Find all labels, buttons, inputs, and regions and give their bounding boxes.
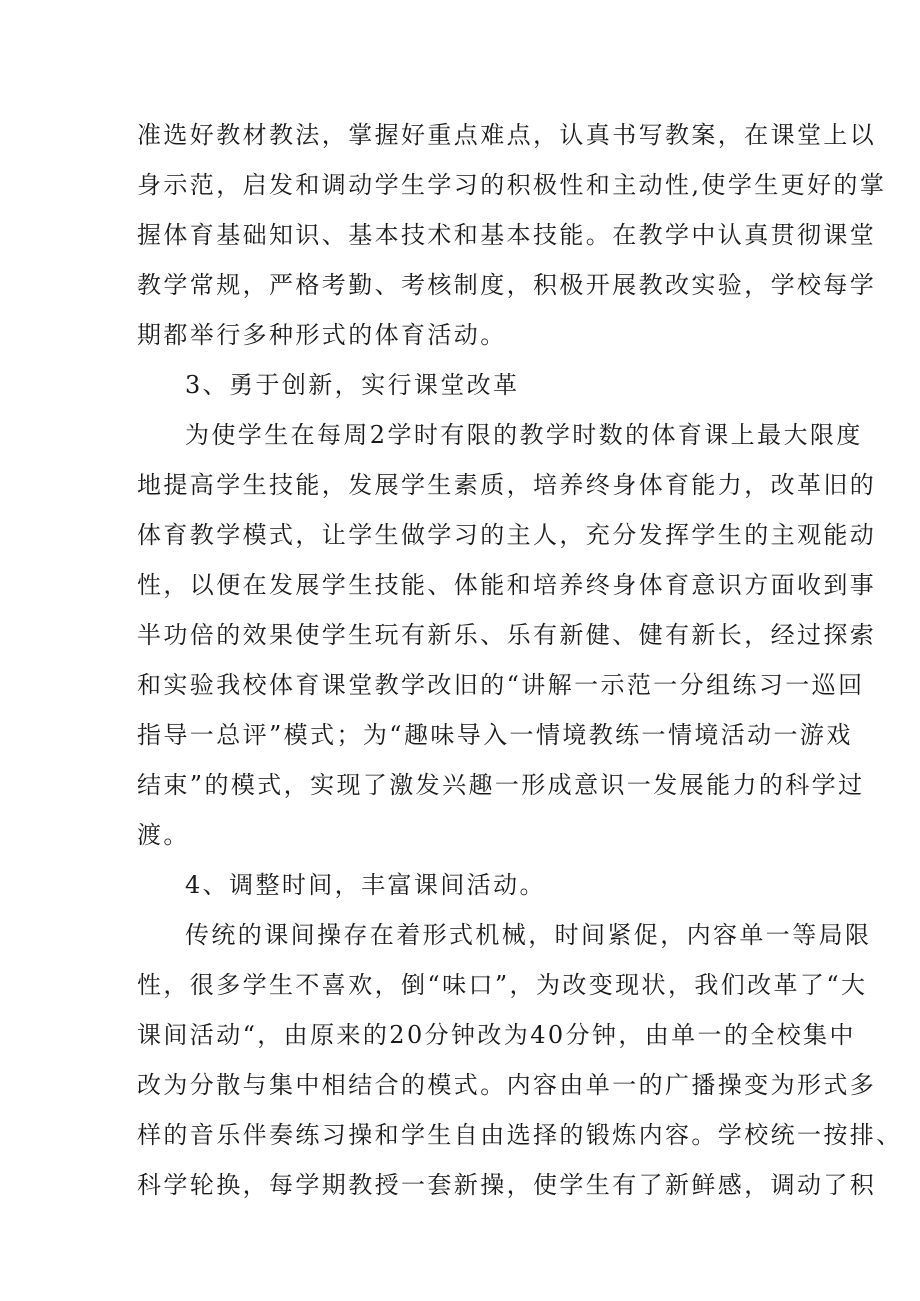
text-line: 期都举行多种形式的体育活动。 [137, 321, 507, 349]
section-heading [137, 360, 797, 410]
heading-text: 3、勇于创新，实行课堂改革 [185, 371, 520, 399]
text-line: 和实验我校体育课堂教学改旧的“讲解一示范一分组练习一巡回 [137, 671, 865, 699]
text-line: 握体育基础知识、基本技术和基本技能。在教学中认真贯彻课堂 [137, 221, 877, 249]
paragraph [137, 110, 887, 360]
text-line: 结束”的模式，实现了激发兴趣一形成意识一发展能力的科学过 [137, 771, 865, 799]
text-line: 半功倍的效果使学生玩有新乐、乐有新健、健有新长，经过探索 [137, 621, 877, 649]
document-body [137, 110, 903, 1210]
text-line: 样的音乐伴奏练习操和学生自由选择的锻炼内容。学校统一按排、 [137, 1121, 903, 1149]
text-line: 地提高学生技能，发展学生素质，培养终身体育能力，改革旧的 [137, 471, 877, 499]
text-line: 准选好教材教法，掌握好重点难点，认真书写教案，在课堂上以 [137, 121, 877, 149]
text-line: 渡。 [137, 821, 190, 849]
paragraph [137, 410, 877, 860]
text-line: 性，以便在发展学生技能、体能和培养终身体育意识方面收到事 [137, 571, 877, 599]
text-line: 为使学生在每周2学时有限的教学时数的体育课上最大限度 [185, 421, 863, 449]
section-heading [137, 860, 797, 910]
text-line: 性，很多学生不喜欢，倒“味口”，为改变现状，我们改革了“大 [137, 971, 868, 999]
text-line: 身示范，启发和调动学生学习的积极性和主动性,使学生更好的掌 [137, 171, 887, 199]
text-line: 体育教学模式，让学生做学习的主人，充分发挥学生的主观能动 [137, 521, 877, 549]
text-line: 指导一总评”模式；为“趣味导入一情境教练一情境活动一游戏 [137, 721, 853, 749]
text-line: 改为分散与集中相结合的模式。内容由单一的广播操变为形式多 [137, 1071, 877, 1099]
text-line: 传统的课间操存在着形式机械，时间紧促，内容单一等局限 [185, 921, 872, 949]
text-line: 课间活动“，由原来的20分钟改为40分钟，由单一的全校集中 [137, 1021, 856, 1049]
paragraph [137, 910, 903, 1210]
heading-text: 4、调整时间，丰富课间活动。 [185, 871, 546, 899]
text-line: 教学常规，严格考勤、考核制度，积极开展教改实验，学校每学 [137, 271, 877, 299]
text-line: 科学轮换，每学期教授一套新操，使学生有了新鲜感，调动了积 [137, 1171, 877, 1199]
